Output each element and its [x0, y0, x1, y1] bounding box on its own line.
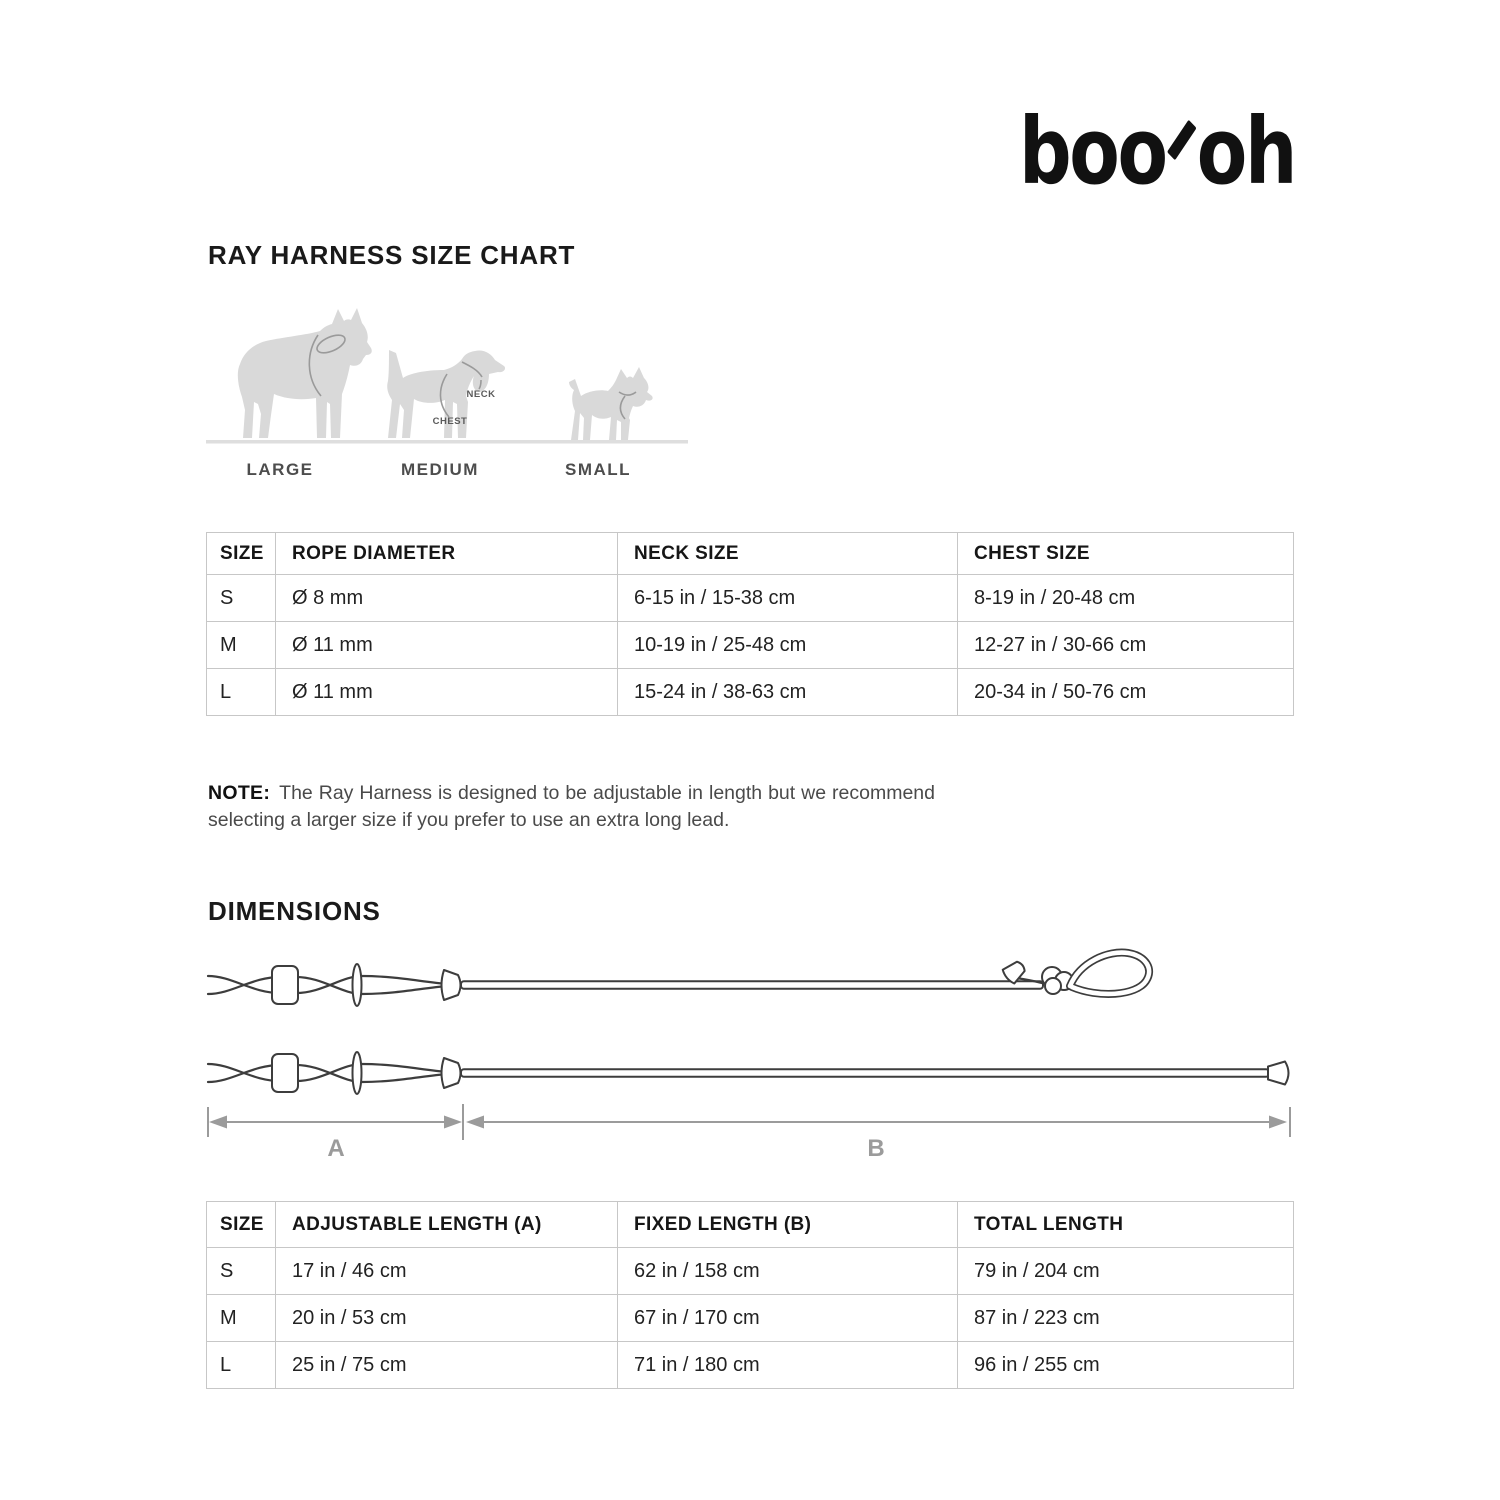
table-cell: 6-15 in / 15-38 cm [618, 575, 958, 622]
sizing-note [208, 780, 935, 834]
note-label: NOTE: [208, 781, 271, 804]
dog-label-small: SMALL [564, 460, 632, 479]
dimension-arrows [208, 1104, 1290, 1162]
table-header-cell: ADJUSTABLE LENGTH (A) [276, 1202, 618, 1248]
rope-end-cap [1268, 1062, 1289, 1085]
page-title: RAY HARNESS SIZE CHART [208, 240, 576, 270]
neck-annotation: NECK [466, 389, 496, 400]
table-cell: 12-27 in / 30-66 cm [958, 622, 1294, 669]
table-cell: 62 in / 158 cm [618, 1248, 958, 1295]
table-header-cell: NECK SIZE [618, 533, 958, 575]
logo-text-right: oh [1196, 98, 1295, 205]
table-cell: 96 in / 255 cm [958, 1342, 1294, 1389]
lead-top-drawing [208, 953, 1149, 1006]
large-dog-silhouette [238, 308, 372, 438]
table-header-cell: SIZE [207, 533, 276, 575]
table-cell: 79 in / 204 cm [958, 1248, 1294, 1295]
table-cell: 20-34 in / 50-76 cm [958, 669, 1294, 716]
brand-logo [1019, 98, 1295, 205]
table-cell: 20 in / 53 cm [276, 1295, 618, 1342]
dog-label-large: LARGE [246, 460, 314, 479]
table-cell: 25 in / 75 cm [276, 1342, 618, 1389]
lead-dimensions-table [206, 1201, 1294, 1389]
table-header-cell: ROPE DIAMETER [276, 533, 618, 575]
table-row [207, 1295, 1294, 1342]
table-row [207, 622, 1294, 669]
table-header-cell: TOTAL LENGTH [958, 1202, 1294, 1248]
note-text: The Ray Harness is designed to be adjustable in length but we recommend selecting a larger size if you prefer to use an extra long lead. [208, 781, 935, 831]
small-dog-silhouette [569, 367, 653, 440]
table-cell: L [207, 1342, 276, 1389]
dimension-a-label: A [327, 1135, 345, 1162]
table-header-row [207, 1202, 1294, 1248]
chest-annotation: CHEST [432, 416, 468, 427]
harness-size-table [206, 532, 1294, 716]
logo-accent-mark [1167, 120, 1197, 161]
table-row [207, 575, 1294, 622]
table-cell: 8-19 in / 20-48 cm [958, 575, 1294, 622]
table-cell: Ø 8 mm [276, 575, 618, 622]
ground-line [206, 440, 688, 444]
table-row [207, 669, 1294, 716]
table-cell: M [207, 1295, 276, 1342]
table-header-cell: FIXED LENGTH (B) [618, 1202, 958, 1248]
table-row [207, 1342, 1294, 1389]
knot [1045, 978, 1061, 994]
dog-label-medium: MEDIUM [401, 460, 479, 479]
table-cell: L [207, 669, 276, 716]
table-cell: 10-19 in / 25-48 cm [618, 622, 958, 669]
lead-rope [461, 981, 1043, 989]
table-header-row [207, 533, 1294, 575]
table-cell: 67 in / 170 cm [618, 1295, 958, 1342]
table-cell: 71 in / 180 cm [618, 1342, 958, 1389]
table-cell: 87 in / 223 cm [958, 1295, 1294, 1342]
logo-text-left: boo [1019, 98, 1166, 205]
table-cell: S [207, 575, 276, 622]
table-header-cell: SIZE [207, 1202, 276, 1248]
table-cell: 17 in / 46 cm [276, 1248, 618, 1295]
table-cell: Ø 11 mm [276, 622, 618, 669]
table-cell: Ø 11 mm [276, 669, 618, 716]
table-header-cell: CHEST SIZE [958, 533, 1294, 575]
table-cell: S [207, 1248, 276, 1295]
dimension-b-label: B [867, 1135, 885, 1162]
dimensions-heading: DIMENSIONS [208, 896, 381, 926]
lead-bottom-drawing [208, 1052, 1289, 1094]
table-cell: M [207, 622, 276, 669]
lead-rope [461, 1069, 1269, 1077]
table-cell: 15-24 in / 38-63 cm [618, 669, 958, 716]
lead-dimension-diagram [200, 940, 1300, 1170]
table-row [207, 1248, 1294, 1295]
